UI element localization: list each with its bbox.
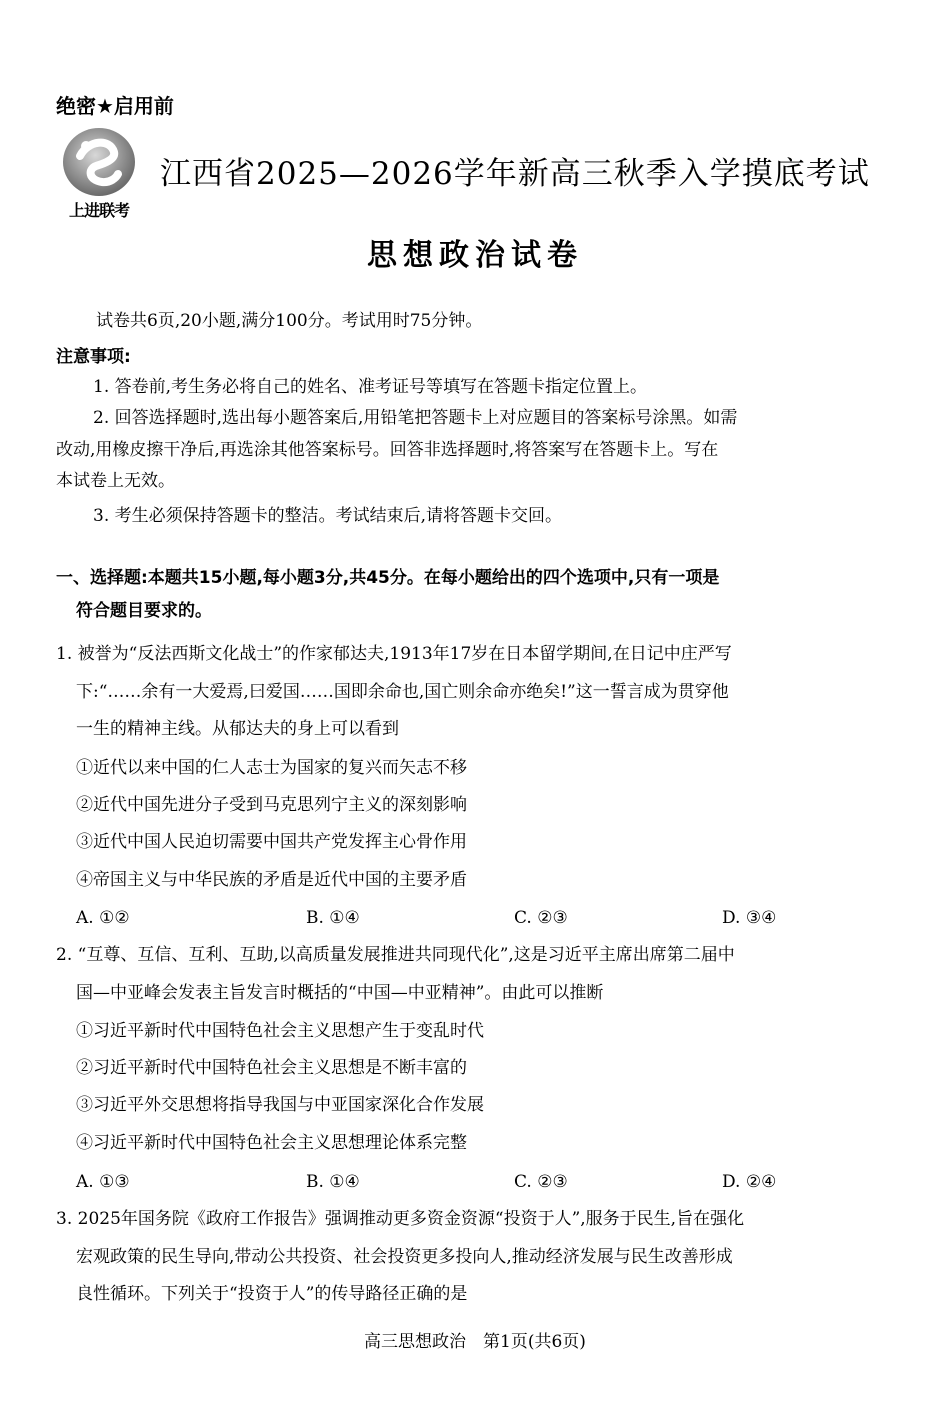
- q2-stem-line-1: 2. “互尊、互信、互利、互助,以高质量发展推进共同现代化”,这是习近平主席出席第二届中: [56, 945, 735, 965]
- q1-statement-3: ③近代中国人民迫切需要中国共产党发挥主心骨作用: [76, 832, 467, 852]
- q2-statement-3: ③习近平外交思想将指导我国与中亚国家深化合作发展: [76, 1095, 484, 1115]
- q3-stem-line-2: 宏观政策的民生导向,带动公共投资、社会投资更多投向人,推动经济发展与民生改善形成: [76, 1247, 733, 1267]
- logo-swirl-icon: [58, 126, 140, 198]
- q2-option-b: B. ①④: [306, 1172, 360, 1192]
- q1-option-c: C. ②③: [514, 908, 568, 928]
- notice-item-1: 1. 答卷前,考生务必将自己的姓名、准考证号等填写在答题卡指定位置上。: [93, 377, 648, 397]
- exam-info: 试卷共6页,20小题,满分100分。考试用时75分钟。: [96, 311, 483, 331]
- q2-stem-line-2: 国—中亚峰会发表主旨发言时概括的“中国—中亚精神”。由此可以推断: [76, 983, 604, 1003]
- subject-title: 思想政治试卷: [367, 238, 583, 273]
- q2-option-c: C. ②③: [514, 1172, 568, 1192]
- exam-logo: [58, 126, 140, 221]
- section-1-heading: 一、选择题:本题共15小题,每小题3分,共45分。在每小题给出的四个选项中,只有一项是: [56, 568, 720, 588]
- notice-item-2-line-3: 本试卷上无效。: [56, 471, 175, 491]
- logo-text: 上进联考: [68, 201, 129, 220]
- q1-statement-2: ②近代中国先进分子受到马克思列宁主义的深刻影响: [76, 795, 467, 815]
- q2-option-a: A. ①③: [76, 1172, 130, 1192]
- q1-option-d: D. ③④: [722, 908, 777, 928]
- q1-statement-1: ①近代以来中国的仁人志士为国家的复兴而矢志不移: [76, 758, 467, 778]
- notice-item-2-line-1: 2. 回答选择题时,选出每小题答案后,用铅笔把答题卡上对应题目的答案标号涂黑。如需: [93, 408, 738, 428]
- q3-stem-line-1: 3. 2025年国务院《政府工作报告》强调推动更多资金资源“投资于人”,服务于民生,旨在强化: [56, 1209, 745, 1229]
- q1-stem-line-2: 下:“……余有一大爱焉,曰爱国……国即余命也,国亡则余命亦绝矣!”这一誓言成为贯穿他: [76, 682, 729, 702]
- q3-stem-line-3: 良性循环。下列关于“投资于人”的传导路径正确的是: [76, 1284, 468, 1304]
- q2-statement-4: ④习近平新时代中国特色社会主义思想理论体系完整: [76, 1133, 467, 1153]
- q1-stem-line-1: 1. 被誉为“反法西斯文化战士”的作家郁达夫,1913年17岁在日本留学期间,在日记中庄严写: [56, 644, 732, 664]
- confidential-label: 绝密★启用前: [56, 94, 174, 118]
- q1-statement-4: ④帝国主义与中华民族的矛盾是近代中国的主要矛盾: [76, 870, 467, 890]
- q1-option-b: B. ①④: [306, 908, 360, 928]
- notice-heading: 注意事项:: [56, 347, 131, 367]
- q1-option-a: A. ①②: [76, 908, 130, 928]
- q2-option-d: D. ②④: [722, 1172, 777, 1192]
- q1-stem-line-3: 一生的精神主线。从郁达夫的身上可以看到: [76, 719, 399, 739]
- notice-item-2-line-2: 改动,用橡皮擦干净后,再选涂其他答案标号。回答非选择题时,将答案写在答题卡上。写在: [56, 440, 719, 460]
- notice-item-3: 3. 考生必须保持答题卡的整洁。考试结束后,请将答题卡交回。: [93, 506, 563, 526]
- q2-statement-2: ②习近平新时代中国特色社会主义思想是不断丰富的: [76, 1058, 467, 1078]
- exam-title: 江西省2025—2026学年新高三秋季入学摸底考试: [160, 156, 870, 192]
- page-footer: 高三思想政治 第1页(共6页): [364, 1332, 586, 1352]
- section-1-heading-cont: 符合题目要求的。: [76, 601, 212, 621]
- q2-statement-1: ①习近平新时代中国特色社会主义思想产生于变乱时代: [76, 1021, 484, 1041]
